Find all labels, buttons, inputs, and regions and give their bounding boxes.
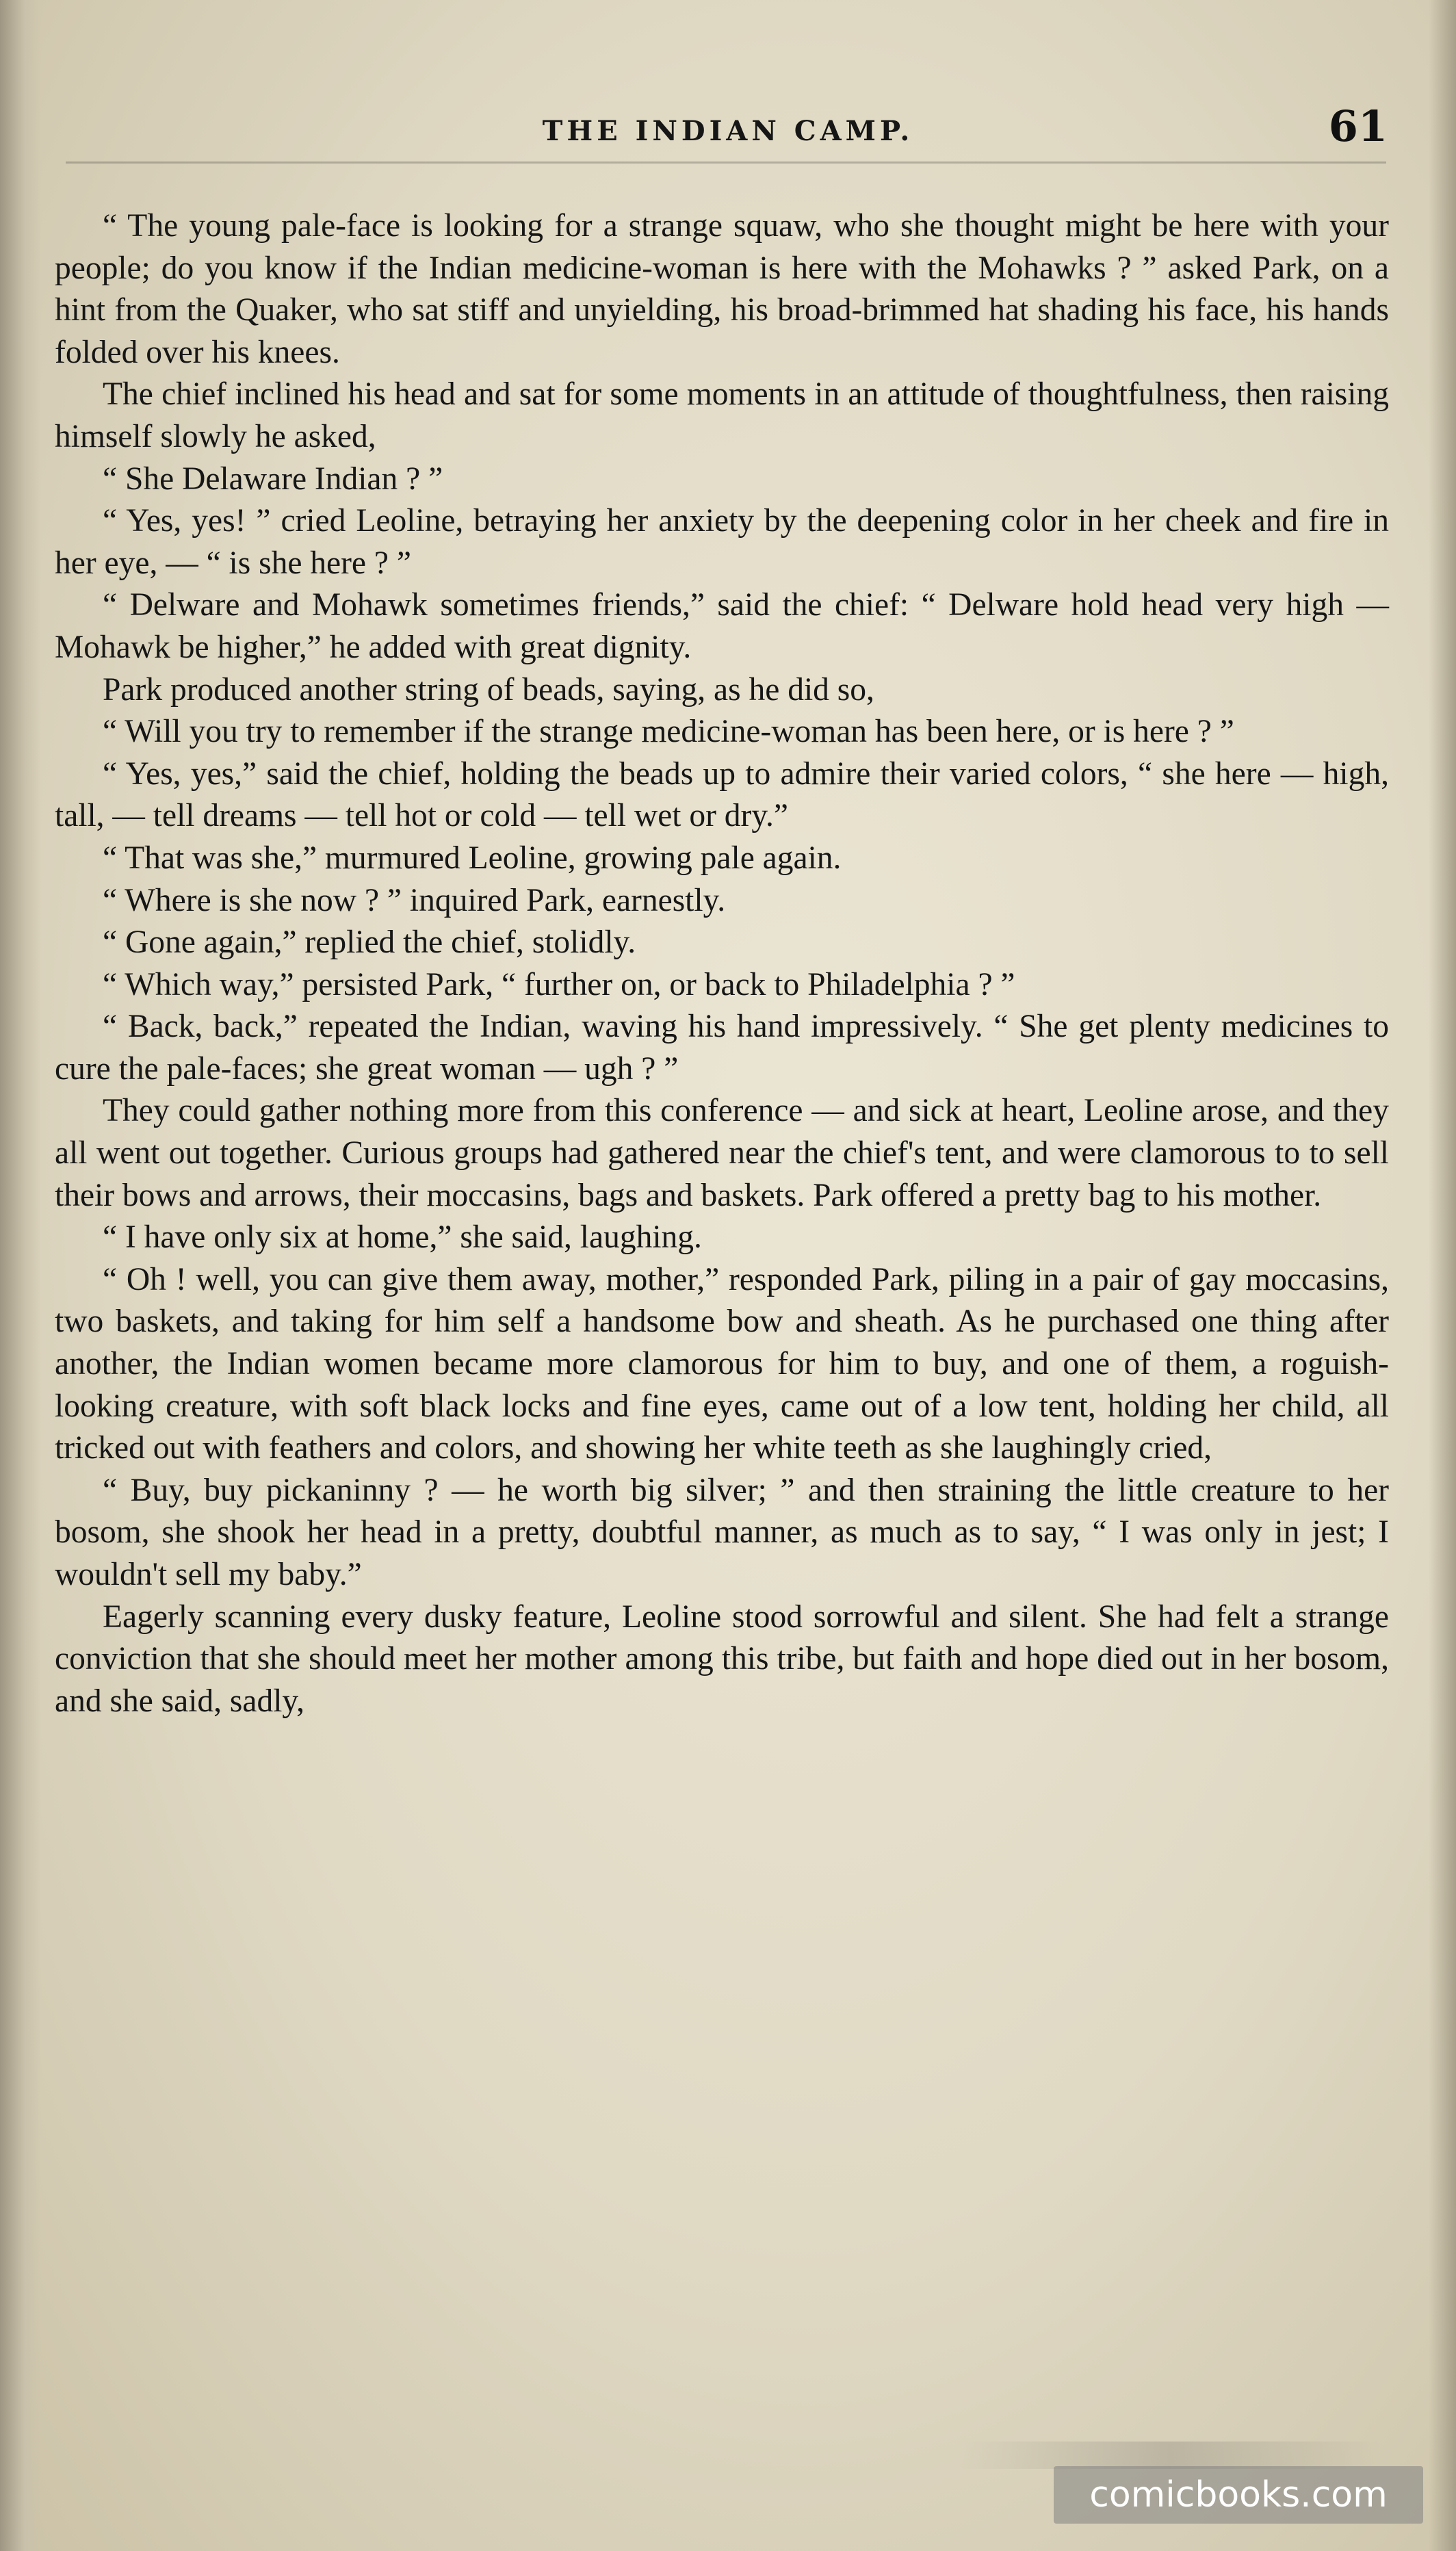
paragraph: The chief inclined his head and sat for some moments in an attitude of thoughtfulness, then raising himself slowly he asked, (55, 376, 1389, 454)
paragraph: “ Which way,” persisted Park, “ further on, or back to Philadelphia ? ” (103, 966, 1015, 1002)
paragraph: “ Will you try to remember if the strange medicine-woman has been here, or is here ? ” (103, 714, 1234, 750)
page-gutter-shadow (0, 0, 41, 2551)
paragraph: They could gather nothing more from this conference — and sick at heart, Leoline arose, and they all went out together. Curious groups had gathered near the chief's tent, and were clamorous to to sell their bows and arrows, their moccasins, bags and baskets. Park offered a pretty bag to his mother. (55, 1093, 1389, 1213)
header-rule (66, 161, 1386, 164)
body-text (55, 205, 1389, 1722)
paragraph: “ That was she,” murmured Leoline, growing pale again. (103, 840, 842, 876)
paragraph: “ Gone again,” replied the chief, stolidly. (103, 924, 636, 961)
paragraph: “ Oh ! well, you can give them away, mother,” responded Park, piling in a pair of gay moccasins, two baskets, and taking for him self a handsome bow and sheath. As he purchased one thing after another, the Indian women became more clamorous for him to buy, and one of them, a roguish-looking creature, with soft black locks and fine eyes, came out of a low tent, holding her child, all tricked out with feathers and colors, and showing her white teeth as she laughingly cried, (55, 1261, 1389, 1466)
paragraph: “ Back, back,” repeated the Indian, waving his hand impressively. “ She get plenty medicines to cure the pale-faces; she great woman — ugh ? ” (55, 1009, 1389, 1087)
paragraph: “ The young pale-face is looking for a strange squaw, who she thought might be here with your people; do you know if the Indian medicine-woman is here with the Mohawks ? ” asked Park, on a hint from the Quaker, who sat stiff and unyielding, his broad-brimmed hat shading his face, his hands folded over his knees. (55, 208, 1389, 370)
paragraph: “ Yes, yes! ” cried Leoline, betraying her anxiety by the deepening color in her cheek and fire in her eye, — “ is she here ? ” (55, 503, 1389, 581)
paragraph: “ Yes, yes,” said the chief, holding the beads up to admire their varied colors, “ she here — high, tall, — tell dreams — tell hot or cold — tell wet or dry.” (55, 755, 1389, 834)
page-edge-shadow (1429, 0, 1456, 2551)
paragraph: Eagerly scanning every dusky feature, Leoline stood sorrowful and silent. She had felt a strange conviction that she should meet her mother among this tribe, but faith and hope died out in her bosom, and she said, sadly, (55, 1598, 1389, 1719)
paragraph: “ I have only six at home,” she said, laughing. (103, 1219, 702, 1256)
paragraph: “ Buy, buy pickaninny ? — he worth big silver; ” and then straining the little creature to her bosom, she shook her head in a pretty, doubtful manner, as much as to say, “ I was only in jest; I wouldn't sell my baby.” (55, 1472, 1389, 1592)
watermark: comicbooks.com (1054, 2466, 1423, 2524)
running-head: THE INDIAN CAMP. (542, 115, 914, 147)
print-smudge (958, 2442, 1382, 2469)
paragraph: “ Where is she now ? ” inquired Park, earnestly. (103, 882, 726, 918)
paragraph: Park produced another string of beads, saying, as he did so, (103, 671, 874, 708)
paragraph: “ Delware and Mohawk sometimes friends,” said the chief: “ Delware hold head very high — Mohawk be higher,” he added with great dignity. (55, 587, 1389, 665)
page-number: 61 (1328, 101, 1388, 151)
paragraph: “ She Delaware Indian ? ” (103, 461, 443, 497)
